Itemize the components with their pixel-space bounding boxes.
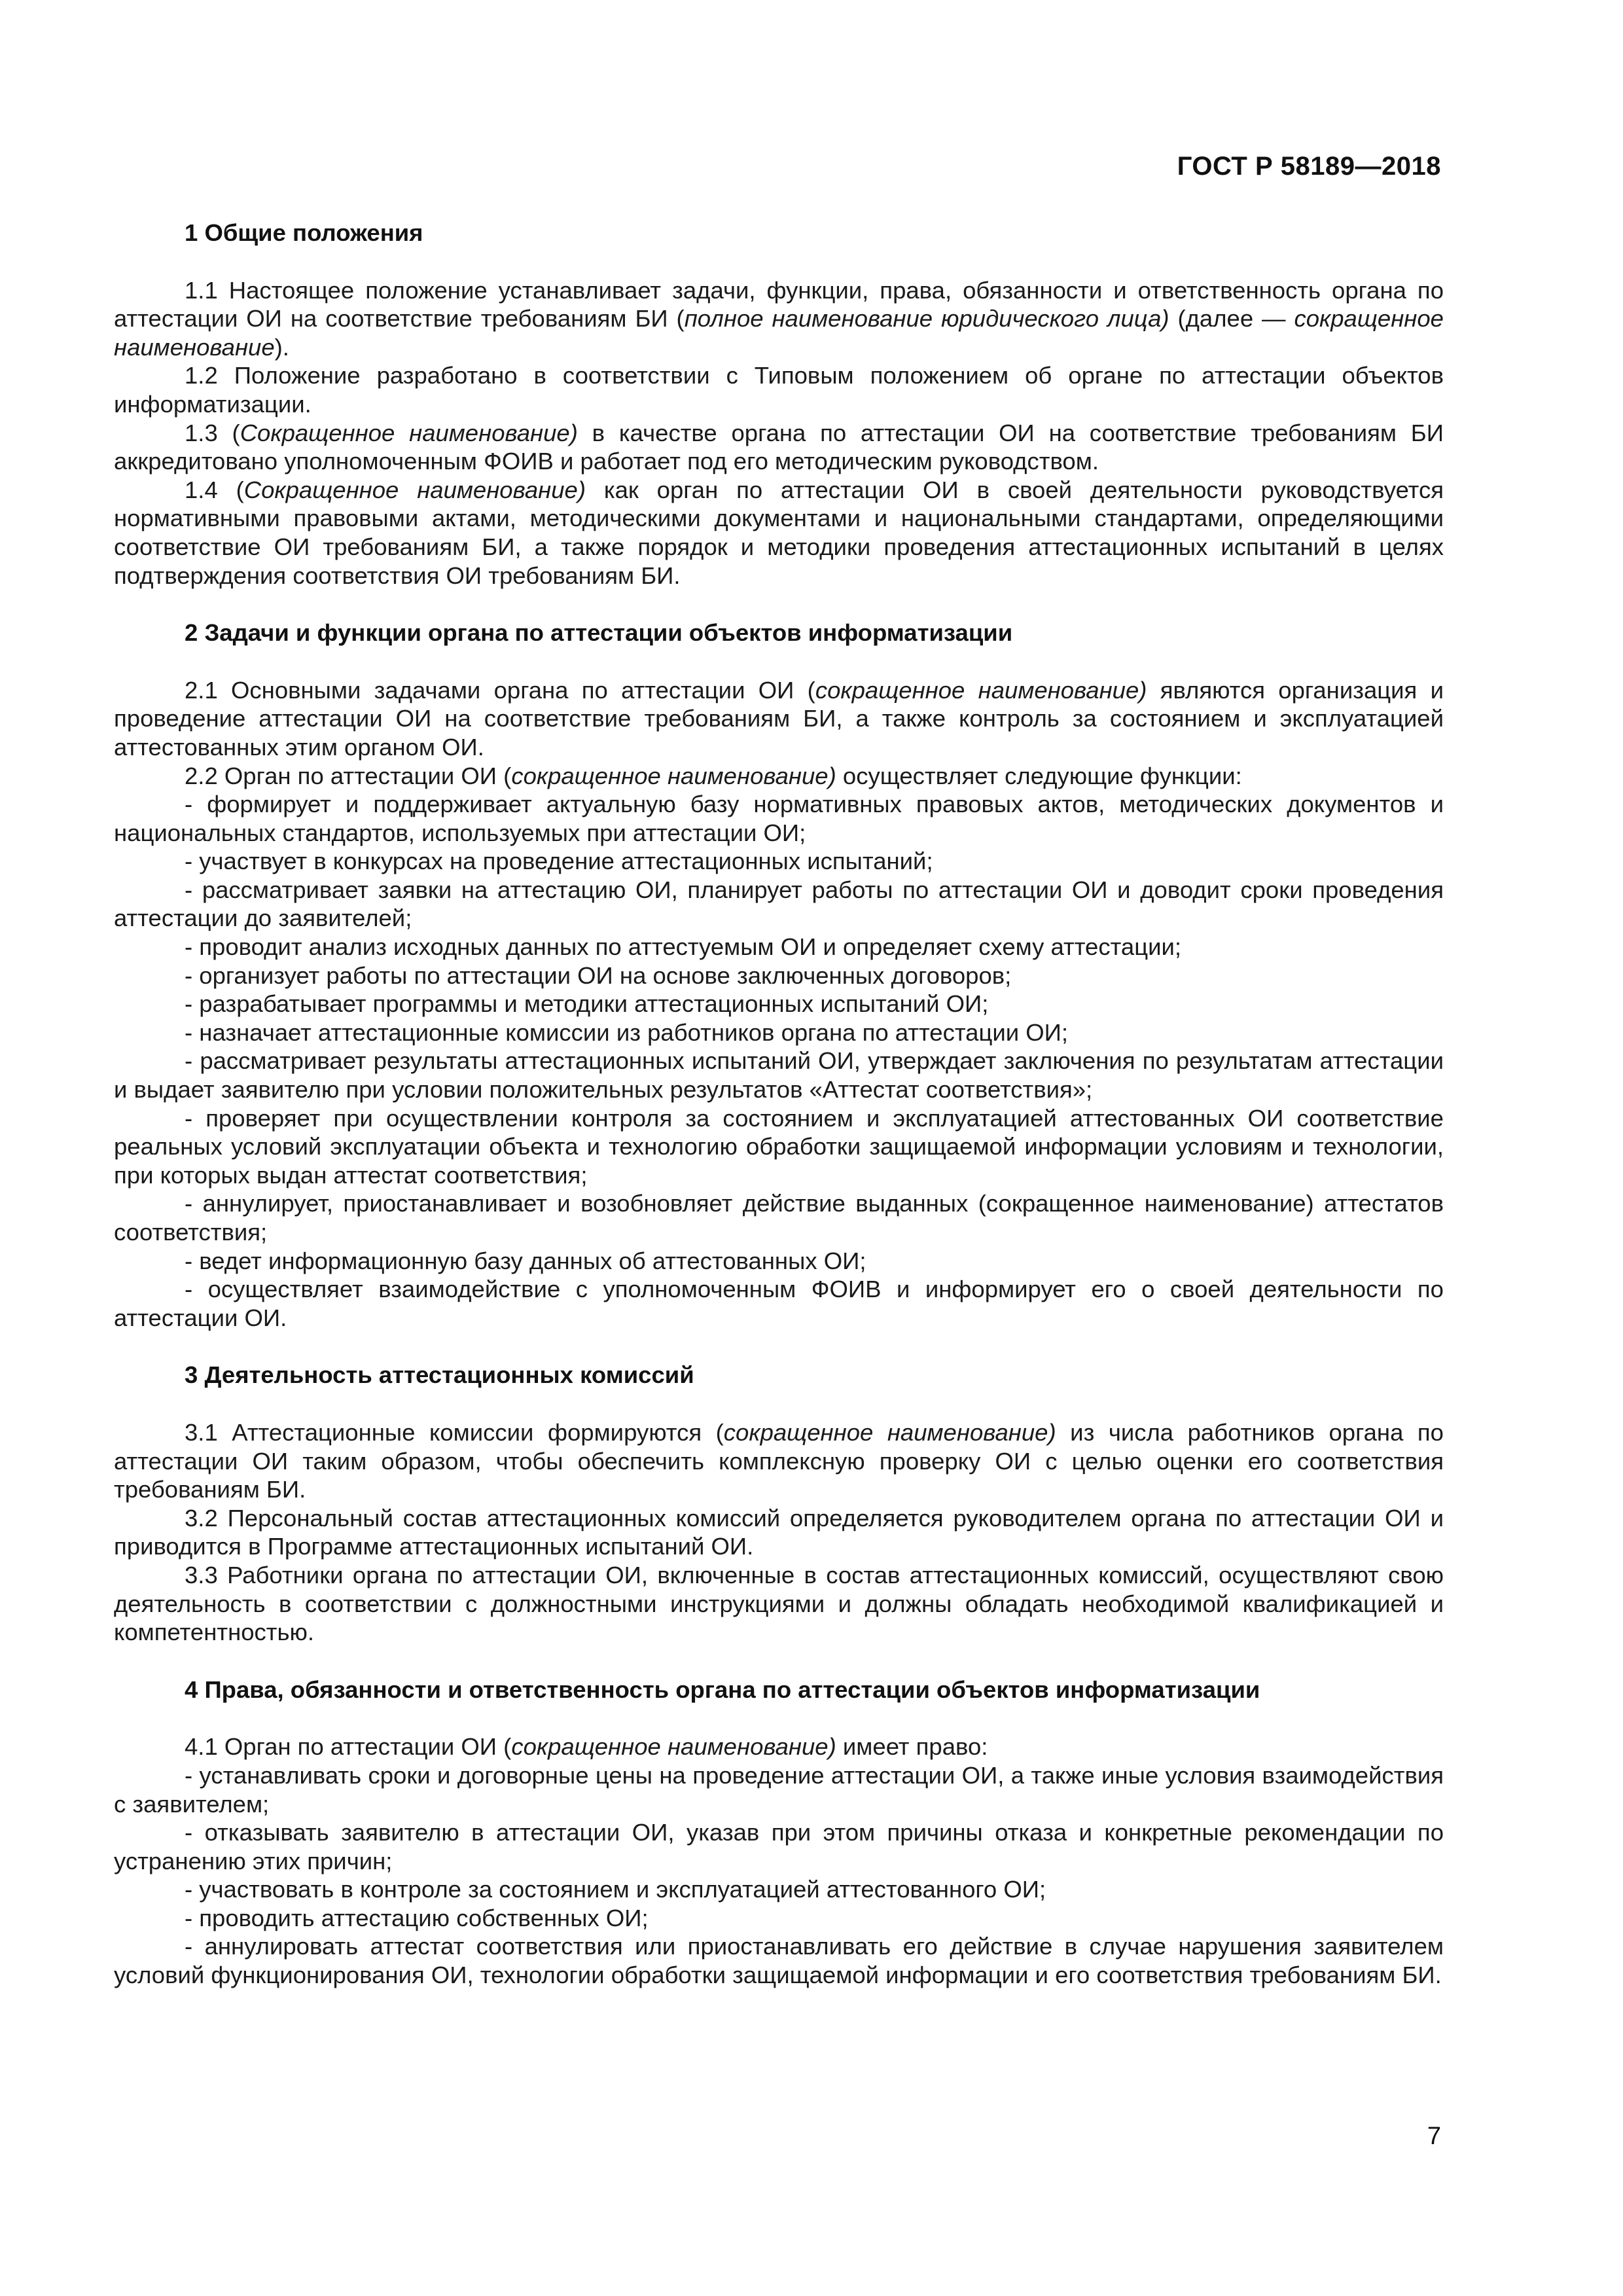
- italic-text: Сокращенное наименование): [243, 476, 586, 503]
- text-run: - участвовать в контроле за состоянием и эксплуатацией аттестованного ОИ;: [185, 1876, 1046, 1903]
- text-run: осуществляет следующие функции:: [836, 762, 1242, 789]
- document-body: [114, 219, 1444, 1990]
- text-run: аттестатов соответствия;: [114, 1190, 1444, 1246]
- italic-text: сокращенное наименование): [511, 762, 836, 789]
- text-run: - формирует и поддерживает актуальную базу нормативных правовых актов, методических документов и национальных стандартов, используемых при аттестации ОИ;: [114, 791, 1444, 846]
- list-item: [114, 1761, 1444, 1818]
- text-run: - отказывать заявителю в аттестации ОИ, указав при этом причины отказа и конкретные рекомендации по устранению этих причин;: [114, 1819, 1444, 1874]
- list-item: [114, 1104, 1444, 1190]
- italic-text: сокращенное наименование): [986, 1190, 1314, 1217]
- paragraph: [114, 676, 1444, 762]
- text-run: - аннулирует, приостанавливает и возобновляет действие выданных (: [185, 1190, 986, 1217]
- paragraph: [114, 1732, 1444, 1761]
- text-run: - рассматривает заявки на аттестацию ОИ, планирует работы по аттестации ОИ и доводит сроки проведения аттестации до заявителей;: [114, 876, 1444, 932]
- paragraph: [114, 476, 1444, 590]
- text-run: - проверяет при осуществлении контроля за состоянием и эксплуатацией аттестованных ОИ соответствие реальных условий эксплуатации объекта и технологию обработки защищаемой информации условиям и технологии, при которых выдан аттестат соответствия;: [114, 1104, 1444, 1189]
- text-run: 3.2 Персональный состав аттестационных комиссий определяется руководителем органа по аттестации ОИ и приводится в Программе аттестационных испытаний ОИ.: [114, 1504, 1444, 1560]
- text-run: 3.1 Аттестационные комиссии формируются (: [185, 1418, 724, 1446]
- list-item: [114, 1018, 1444, 1047]
- text-run: - назначает аттестационные комиссии из работников органа по аттестации ОИ;: [185, 1018, 1069, 1046]
- text-run: 1.3 (: [185, 419, 240, 446]
- heading-spacer: [114, 1704, 1444, 1732]
- section-heading-3: 3 Деятельность аттестационных комиссий: [185, 1361, 694, 1389]
- italic-text: Сокращенное наименование): [240, 419, 578, 446]
- text-run: - ведет информационную базу данных об аттестованных ОИ;: [185, 1247, 866, 1274]
- page-number: 7: [1427, 2123, 1441, 2150]
- section-heading-2: 2 Задачи и функции органа по аттестации объектов информатизации: [185, 619, 1013, 647]
- text-run: 1.2 Положение разработано в соответствии с Типовым положением об органе по аттестации объектов информатизации.: [114, 362, 1444, 418]
- text-run: - разрабатывает программы и методики аттестационных испытаний ОИ;: [185, 990, 989, 1018]
- heading-spacer: [114, 247, 1444, 276]
- text-run: - рассматривает результаты аттестационных испытаний ОИ, утверждает заключения по результатам аттестации и выдает заявителю при условии положительных результатов «Аттестат соответствия»;: [114, 1047, 1444, 1103]
- text-run: 1.1 Настоящее положение устанавливает задачи, функции, права, обязанности и ответственность органа по аттестации ОИ на соответствие требованиям БИ (: [114, 276, 1444, 332]
- section-heading-1: 1 Общие положения: [185, 219, 423, 246]
- list-item: [114, 1904, 1444, 1933]
- italic-text: полное наименование юридического лица): [684, 305, 1169, 332]
- text-run: из числа работников органа по аттестации ОИ таким образом, чтобы обеспечить комплексную проверку ОИ с целью оценки его соответствия требованиям БИ.: [114, 1418, 1444, 1503]
- italic-text: сокращенное наименование): [723, 1418, 1056, 1446]
- text-run: - участвует в конкурсах на проведение аттестационных испытаний;: [185, 848, 933, 875]
- list-item: [114, 1932, 1444, 1989]
- text-run: в качестве органа по аттестации ОИ на соответствие требованиям БИ аккредитовано уполномоченным ФОИВ и работает под его методическим руководством.: [114, 419, 1444, 475]
- paragraph: [114, 1561, 1444, 1647]
- list-item: [114, 1818, 1444, 1875]
- paragraph: [114, 762, 1444, 791]
- text-run: 2.1 Основными задачами органа по аттестации ОИ (: [185, 676, 815, 704]
- section-heading-4: 4 Права, обязанности и ответственность органа по аттестации объектов информатизации: [185, 1676, 1260, 1703]
- list-item: [114, 1875, 1444, 1904]
- text-run: 2.2 Орган по аттестации ОИ (: [185, 762, 512, 789]
- text-run: ).: [274, 333, 289, 361]
- list-item: [114, 933, 1444, 961]
- list-item: [114, 1247, 1444, 1276]
- list-item: [114, 961, 1444, 990]
- text-run: (далее —: [1169, 305, 1294, 332]
- list-item: [114, 876, 1444, 933]
- heading-spacer: [114, 1390, 1444, 1418]
- text-run: как орган по аттестации ОИ в своей деятельности руководствуется нормативными правовыми актами, методическими документами и национальными стандартами, определяющими соответствие ОИ требованиям БИ, а также порядок и методики проведения аттестационных испытаний в целях подтверждения соответствия ОИ требованиям БИ.: [114, 476, 1444, 589]
- text-run: - устанавливать сроки и договорные цены на проведение аттестации ОИ, а также иные условия взаимодействия с заявителем;: [114, 1761, 1444, 1818]
- italic-text: сокращенное наименование: [114, 305, 1444, 361]
- section-spacer: [114, 1647, 1444, 1676]
- list-item: [114, 1047, 1444, 1103]
- italic-text: сокращенное наименование): [511, 1733, 836, 1761]
- text-run: имеет право:: [836, 1733, 988, 1761]
- list-item: [114, 1189, 1444, 1246]
- text-run: - осуществляет взаимодействие с уполномоченным ФОИВ и информирует его о своей деятельности по аттестации ОИ.: [114, 1276, 1444, 1331]
- paragraph: [114, 361, 1444, 418]
- standard-designation: ГОСТ Р 58189—2018: [1177, 152, 1441, 181]
- list-item: [114, 790, 1444, 847]
- list-item: [114, 847, 1444, 876]
- paragraph: [114, 1418, 1444, 1504]
- italic-text: сокращенное наименование): [815, 676, 1147, 704]
- paragraph: [114, 1504, 1444, 1561]
- text-run: 4.1 Орган по аттестации ОИ (: [185, 1733, 512, 1761]
- section-spacer: [114, 1332, 1444, 1361]
- list-item: [114, 1275, 1444, 1332]
- text-run: - организует работы по аттестации ОИ на основе заключенных договоров;: [185, 961, 1012, 989]
- section-spacer: [114, 590, 1444, 619]
- text-run: - проводит анализ исходных данных по аттестуемым ОИ и определяет схему аттестации;: [185, 933, 1182, 961]
- text-run: 1.4 (: [185, 476, 244, 503]
- text-run: - проводить аттестацию собственных ОИ;: [185, 1904, 649, 1931]
- text-run: - аннулировать аттестат соответствия или приостанавливать его действие в случае нарушения заявителем условий функционирования ОИ, технологии обработки защищаемой информации и его соответствия требованиям БИ.: [114, 1933, 1444, 1989]
- text-run: являются организация и проведение аттестации ОИ на соответствие требованиям БИ, а также контроль за состоянием и эксплуатацией аттестованных этим органом ОИ.: [114, 676, 1444, 761]
- paragraph: [114, 276, 1444, 362]
- text-run: 3.3 Работники органа по аттестации ОИ, включенные в состав аттестационных комиссий, осуществляют свою деятельность в соответствии с должностными инструкциями и должны обладать необходимой квалификацией и компетентностью.: [114, 1561, 1444, 1646]
- list-item: [114, 990, 1444, 1018]
- paragraph: [114, 419, 1444, 476]
- heading-spacer: [114, 647, 1444, 676]
